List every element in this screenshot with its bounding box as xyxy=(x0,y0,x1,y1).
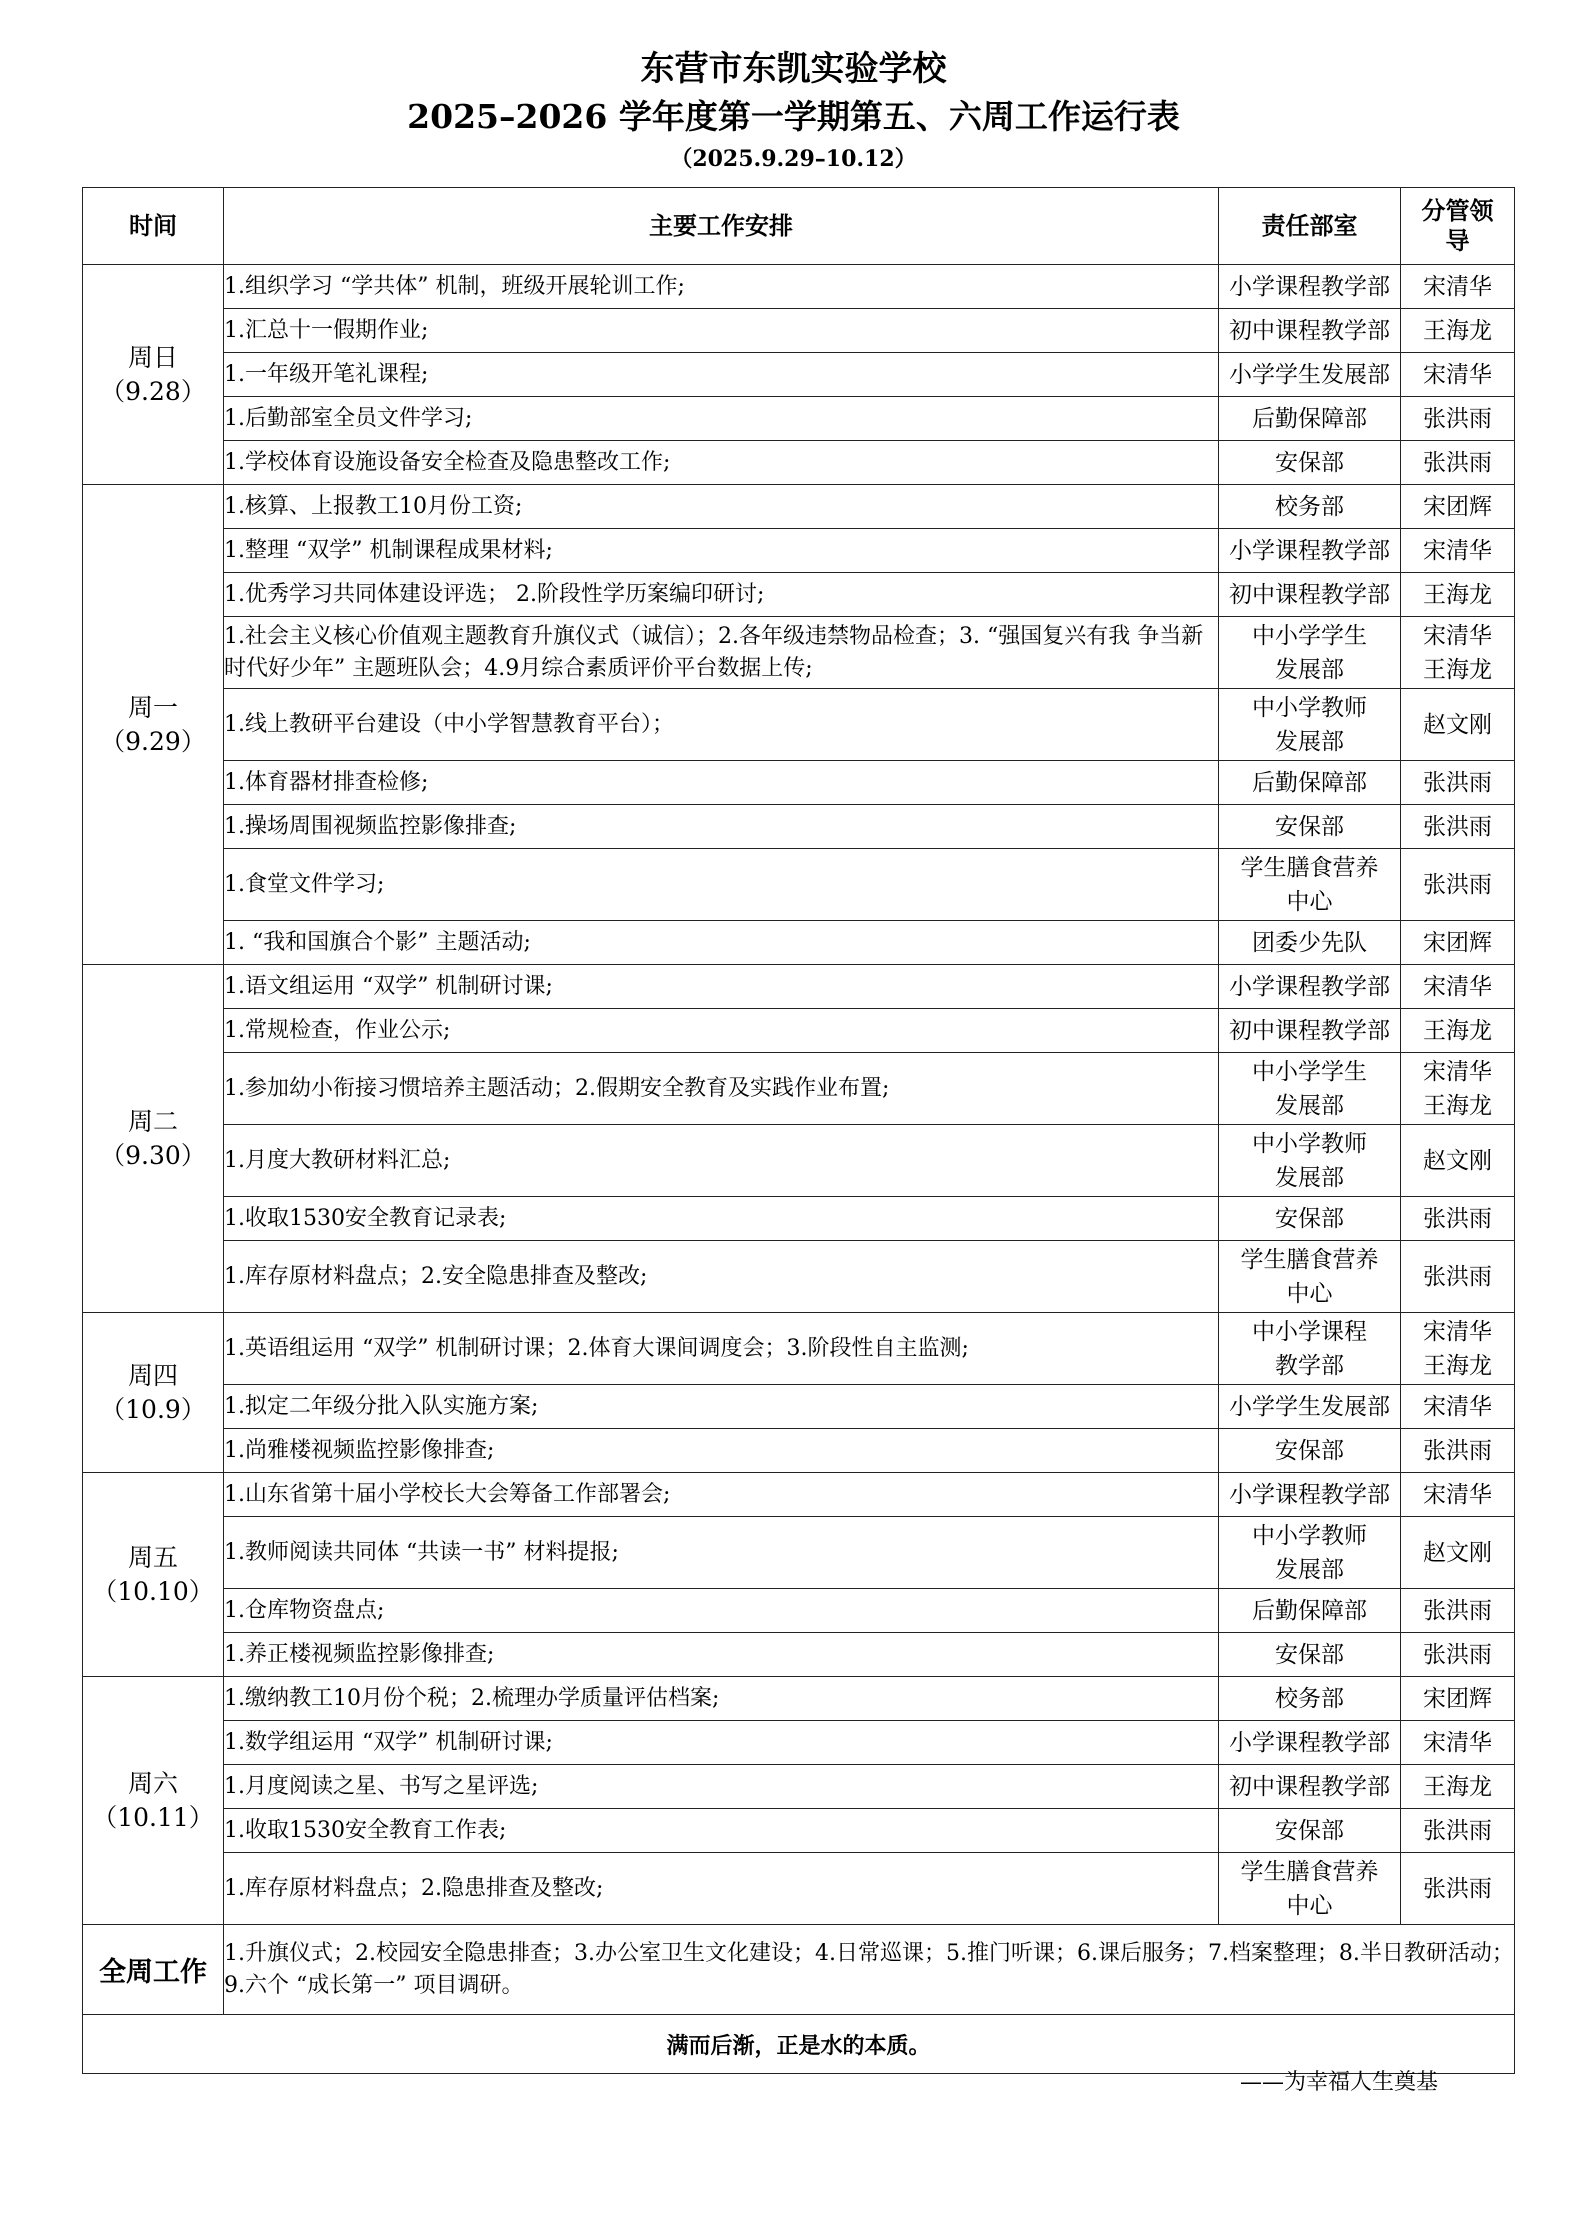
day-label: 周一 xyxy=(127,692,178,722)
leader-line: 赵文刚 xyxy=(1423,1539,1492,1566)
motto-text: 满而后渐，正是水的本质。 xyxy=(83,2015,1515,2074)
leader-cell xyxy=(1401,309,1515,353)
task-cell: 1.社会主义核心价值观主题教育升旗仪式（诚信）；2.各年级违禁物品检查；3. “强国复兴有我 争当新时代好少年” 主题班队会；4.9月综合素质评价平台数据上传; xyxy=(224,617,1219,689)
footer-slogan: ——为幸福人生奠基 xyxy=(1240,2070,1439,2095)
leader-cell xyxy=(1401,529,1515,573)
leader-line: 王海龙 xyxy=(1423,1773,1492,1800)
dept-cell xyxy=(1219,573,1401,617)
leader-line: 宋清华 xyxy=(1423,361,1492,388)
table-row xyxy=(83,689,1515,761)
motto-row xyxy=(83,2015,1515,2074)
dept-line: 发展部 xyxy=(1275,728,1344,755)
leader-line: 张洪雨 xyxy=(1423,813,1492,840)
task-cell: 1.收取1530安全教育记录表; xyxy=(224,1197,1219,1241)
leader-cell xyxy=(1401,849,1515,921)
leader-cell xyxy=(1401,1125,1515,1197)
table-row xyxy=(83,1677,1515,1721)
leader-cell xyxy=(1401,353,1515,397)
day-label: 周五 xyxy=(127,1542,178,1572)
leader-line: 宋清华 xyxy=(1423,1318,1492,1345)
page-title: 2025–2026 学年度第一学期第五、六周工作运行表 xyxy=(407,97,1180,136)
col-header-time: 时间 xyxy=(83,188,224,265)
table-row xyxy=(83,1385,1515,1429)
dept-line: 后勤保障部 xyxy=(1252,1597,1367,1624)
leader-cell xyxy=(1401,1473,1515,1517)
school-name: 东营市东凯实验学校 xyxy=(640,49,947,89)
table-row xyxy=(83,265,1515,309)
dept-line: 小学课程教学部 xyxy=(1229,973,1390,1000)
leader-cell xyxy=(1401,1677,1515,1721)
leader-line: 张洪雨 xyxy=(1423,1875,1492,1902)
dept-line: 中小学课程 xyxy=(1252,1318,1367,1345)
leader-line: 张洪雨 xyxy=(1423,1205,1492,1232)
dept-line: 安保部 xyxy=(1275,1205,1344,1232)
dept-cell xyxy=(1219,1197,1401,1241)
day-date: （9.29） xyxy=(100,726,206,756)
table-row xyxy=(83,1633,1515,1677)
dept-line: 小学课程教学部 xyxy=(1229,1729,1390,1756)
dept-line: 小学课程教学部 xyxy=(1229,537,1390,564)
task-cell: 1.缴纳教工10月份个税；2.梳理办学质量评估档案; xyxy=(224,1677,1219,1721)
table-row xyxy=(83,353,1515,397)
task-cell: 1.山东省第十届小学校长大会筹备工作部署会; xyxy=(224,1473,1219,1517)
dept-line: 教学部 xyxy=(1275,1352,1344,1379)
dept-line: 小学学生发展部 xyxy=(1229,1393,1390,1420)
table-row xyxy=(83,397,1515,441)
dept-cell xyxy=(1219,1765,1401,1809)
leader-cell xyxy=(1401,921,1515,965)
leader-cell xyxy=(1401,1633,1515,1677)
table-row xyxy=(83,805,1515,849)
col-header-tasks: 主要工作安排 xyxy=(224,188,1219,265)
leader-cell xyxy=(1401,1589,1515,1633)
leader-cell xyxy=(1401,1517,1515,1589)
dept-line: 校务部 xyxy=(1275,1685,1344,1712)
dept-cell xyxy=(1219,1125,1401,1197)
dept-line: 小学课程教学部 xyxy=(1229,1481,1390,1508)
dept-cell xyxy=(1219,353,1401,397)
leader-cell xyxy=(1401,1009,1515,1053)
table-row xyxy=(83,761,1515,805)
dept-line: 中小学学生 xyxy=(1252,622,1367,649)
dept-line: 中小学教师 xyxy=(1252,694,1367,721)
dept-cell xyxy=(1219,485,1401,529)
dept-line: 安保部 xyxy=(1275,1437,1344,1464)
dept-cell xyxy=(1219,1677,1401,1721)
date-range: （2025.9.29–10.12） xyxy=(670,146,917,172)
leader-cell xyxy=(1401,617,1515,689)
dept-line: 安保部 xyxy=(1275,813,1344,840)
leader-cell xyxy=(1401,1313,1515,1385)
dept-line: 后勤保障部 xyxy=(1252,769,1367,796)
table-header-row xyxy=(83,188,1515,265)
dept-line: 小学课程教学部 xyxy=(1229,273,1390,300)
leader-cell xyxy=(1401,1809,1515,1853)
day-label: 周四 xyxy=(127,1360,178,1390)
task-cell: 1.教师阅读共同体 “共读一书” 材料提报; xyxy=(224,1517,1219,1589)
col-header-leader: 分管领导 xyxy=(1401,188,1515,265)
leader-cell xyxy=(1401,689,1515,761)
leader-cell xyxy=(1401,485,1515,529)
dept-line: 中小学教师 xyxy=(1252,1522,1367,1549)
table-row xyxy=(83,1009,1515,1053)
dept-cell xyxy=(1219,1721,1401,1765)
task-cell: 1.英语组运用 “双学” 机制研讨课；2.体育大课间调度会；3.阶段性自主监测; xyxy=(224,1313,1219,1385)
dept-cell xyxy=(1219,1385,1401,1429)
day-cell xyxy=(83,1677,224,1925)
leader-line: 宋清华 xyxy=(1423,273,1492,300)
leader-line: 张洪雨 xyxy=(1423,1263,1492,1290)
task-cell: 1.语文组运用 “双学” 机制研讨课; xyxy=(224,965,1219,1009)
table-row xyxy=(83,1241,1515,1313)
table-row xyxy=(83,1517,1515,1589)
day-cell xyxy=(83,1313,224,1473)
task-cell: 1.核算、上报教工10月份工资; xyxy=(224,485,1219,529)
leader-line: 张洪雨 xyxy=(1423,1641,1492,1668)
dept-cell xyxy=(1219,397,1401,441)
dept-cell xyxy=(1219,1429,1401,1473)
task-cell: 1.一年级开笔礼课程; xyxy=(224,353,1219,397)
leader-line: 张洪雨 xyxy=(1423,1817,1492,1844)
dept-cell xyxy=(1219,1633,1401,1677)
leader-line: 王海龙 xyxy=(1423,581,1492,608)
leader-line: 赵文刚 xyxy=(1423,711,1492,738)
dept-line: 发展部 xyxy=(1275,1164,1344,1191)
table-row xyxy=(83,573,1515,617)
dept-cell xyxy=(1219,1853,1401,1925)
task-cell: 1.汇总十一假期作业; xyxy=(224,309,1219,353)
week-work-label: 全周工作 xyxy=(83,1925,224,2015)
dept-line: 中小学教师 xyxy=(1252,1130,1367,1157)
leader-line: 王海龙 xyxy=(1423,1092,1492,1119)
dept-line: 小学学生发展部 xyxy=(1229,361,1390,388)
leader-cell xyxy=(1401,1053,1515,1125)
table-row xyxy=(83,1809,1515,1853)
leader-cell xyxy=(1401,441,1515,485)
task-cell: 1.操场周围视频监控影像排查; xyxy=(224,805,1219,849)
schedule-table xyxy=(82,187,1515,2074)
leader-line: 张洪雨 xyxy=(1423,769,1492,796)
dept-cell xyxy=(1219,265,1401,309)
task-cell: 1.养正楼视频监控影像排查; xyxy=(224,1633,1219,1677)
leader-cell xyxy=(1401,1429,1515,1473)
table-row xyxy=(83,1125,1515,1197)
leader-cell xyxy=(1401,1241,1515,1313)
task-cell: 1.尚雅楼视频监控影像排查; xyxy=(224,1429,1219,1473)
dept-line: 团委少先队 xyxy=(1252,929,1367,956)
table-row xyxy=(83,441,1515,485)
task-cell: 1.收取1530安全教育工作表; xyxy=(224,1809,1219,1853)
leader-line: 王海龙 xyxy=(1423,656,1492,683)
dept-line: 发展部 xyxy=(1275,1092,1344,1119)
leader-line: 张洪雨 xyxy=(1423,871,1492,898)
table-row xyxy=(83,849,1515,921)
leader-line: 张洪雨 xyxy=(1423,449,1492,476)
dept-cell xyxy=(1219,849,1401,921)
table-row xyxy=(83,617,1515,689)
dept-line: 校务部 xyxy=(1275,493,1344,520)
day-cell xyxy=(83,265,224,485)
day-date: （9.30） xyxy=(100,1140,206,1170)
leader-line: 赵文刚 xyxy=(1423,1147,1492,1174)
task-cell: 1. “我和国旗合个影” 主题活动; xyxy=(224,921,1219,965)
dept-line: 安保部 xyxy=(1275,1641,1344,1668)
dept-cell xyxy=(1219,1589,1401,1633)
task-cell: 1.体育器材排查检修; xyxy=(224,761,1219,805)
dept-cell xyxy=(1219,617,1401,689)
leader-line: 宋清华 xyxy=(1423,1729,1492,1756)
schedule-body xyxy=(83,265,1515,2074)
table-row xyxy=(83,921,1515,965)
dept-cell xyxy=(1219,309,1401,353)
task-cell: 1.优秀学习共同体建设评选； 2.阶段性学历案编印研讨; xyxy=(224,573,1219,617)
dept-cell xyxy=(1219,1809,1401,1853)
task-cell: 1.月度大教研材料汇总; xyxy=(224,1125,1219,1197)
dept-cell xyxy=(1219,689,1401,761)
dept-line: 中心 xyxy=(1286,1892,1333,1919)
day-label: 周二 xyxy=(127,1106,178,1136)
table-row xyxy=(83,529,1515,573)
dept-cell xyxy=(1219,1517,1401,1589)
dept-line: 中小学学生 xyxy=(1252,1058,1367,1085)
dept-line: 安保部 xyxy=(1275,1817,1344,1844)
dept-cell xyxy=(1219,1473,1401,1517)
leader-line: 宋团辉 xyxy=(1423,1685,1492,1712)
table-row xyxy=(83,485,1515,529)
day-cell xyxy=(83,965,224,1313)
task-cell: 1.参加幼小衔接习惯培养主题活动；2.假期安全教育及实践作业布置; xyxy=(224,1053,1219,1125)
dept-line: 中心 xyxy=(1286,1280,1333,1307)
table-row xyxy=(83,1853,1515,1925)
leader-line: 王海龙 xyxy=(1423,1352,1492,1379)
day-date: （9.28） xyxy=(100,376,206,406)
dept-line: 初中课程教学部 xyxy=(1229,317,1390,344)
leader-line: 宋清华 xyxy=(1423,1393,1492,1420)
dept-cell xyxy=(1219,1313,1401,1385)
leader-cell xyxy=(1401,397,1515,441)
day-label: 周六 xyxy=(127,1768,178,1798)
table-row xyxy=(83,965,1515,1009)
task-cell: 1.线上教研平台建设（中小学智慧教育平台）； xyxy=(224,689,1219,761)
dept-cell xyxy=(1219,1053,1401,1125)
dept-cell xyxy=(1219,761,1401,805)
table-row xyxy=(83,1721,1515,1765)
leader-line: 张洪雨 xyxy=(1423,1437,1492,1464)
table-row xyxy=(83,1589,1515,1633)
leader-line: 王海龙 xyxy=(1423,1017,1492,1044)
task-cell: 1.后勤部室全员文件学习; xyxy=(224,397,1219,441)
task-cell: 1.库存原材料盘点；2.安全隐患排查及整改; xyxy=(224,1241,1219,1313)
dept-cell xyxy=(1219,529,1401,573)
dept-cell xyxy=(1219,965,1401,1009)
dept-cell xyxy=(1219,1241,1401,1313)
leader-line: 宋团辉 xyxy=(1423,493,1492,520)
dept-line: 后勤保障部 xyxy=(1252,405,1367,432)
task-cell: 1.组织学习 “学共体” 机制，班级开展轮训工作; xyxy=(224,265,1219,309)
task-cell: 1.食堂文件学习; xyxy=(224,849,1219,921)
table-row xyxy=(83,1053,1515,1125)
dept-line: 中心 xyxy=(1286,888,1333,915)
dept-line: 发展部 xyxy=(1275,656,1344,683)
dept-line: 学生膳食营养 xyxy=(1240,1858,1379,1885)
leader-line: 宋团辉 xyxy=(1423,929,1492,956)
task-cell: 1.数学组运用 “双学” 机制研讨课; xyxy=(224,1721,1219,1765)
day-cell xyxy=(83,485,224,965)
leader-line: 宋清华 xyxy=(1423,973,1492,1000)
leader-cell xyxy=(1401,1385,1515,1429)
leader-line: 宋清华 xyxy=(1423,1058,1492,1085)
table-row xyxy=(83,309,1515,353)
dept-line: 学生膳食营养 xyxy=(1240,1246,1379,1273)
leader-cell xyxy=(1401,805,1515,849)
leader-line: 张洪雨 xyxy=(1423,1597,1492,1624)
leader-cell xyxy=(1401,761,1515,805)
week-work-text: 1.升旗仪式；2.校园安全隐患排查；3.办公室卫生文化建设；4.日常巡课；5.推门听课；6.课后服务；7.档案整理；8.半日教研活动；9.六个 “成长第一” 项目调研。 xyxy=(224,1925,1515,2015)
day-date: （10.9） xyxy=(100,1394,206,1424)
task-cell: 1.仓库物资盘点; xyxy=(224,1589,1219,1633)
table-row xyxy=(83,1313,1515,1385)
task-cell: 1.常规检查，作业公示; xyxy=(224,1009,1219,1053)
leader-line: 张洪雨 xyxy=(1423,405,1492,432)
dept-line: 发展部 xyxy=(1275,1556,1344,1583)
leader-cell xyxy=(1401,1721,1515,1765)
dept-cell xyxy=(1219,921,1401,965)
task-cell: 1.学校体育设施设备安全检查及隐患整改工作; xyxy=(224,441,1219,485)
leader-line: 宋清华 xyxy=(1423,622,1492,649)
task-cell: 1.整理 “双学” 机制课程成果材料; xyxy=(224,529,1219,573)
dept-line: 初中课程教学部 xyxy=(1229,1773,1390,1800)
dept-line: 安保部 xyxy=(1275,449,1344,476)
dept-line: 初中课程教学部 xyxy=(1229,1017,1390,1044)
dept-cell xyxy=(1219,1009,1401,1053)
leader-line: 宋清华 xyxy=(1423,537,1492,564)
table-row xyxy=(83,1197,1515,1241)
table-row xyxy=(83,1765,1515,1809)
leader-cell xyxy=(1401,965,1515,1009)
task-cell: 1.拟定二年级分批入队实施方案; xyxy=(224,1385,1219,1429)
dept-cell xyxy=(1219,441,1401,485)
day-date: （10.10） xyxy=(92,1576,214,1606)
leader-cell xyxy=(1401,1197,1515,1241)
dept-line: 学生膳食营养 xyxy=(1240,854,1379,881)
task-cell: 1.月度阅读之星、书写之星评选; xyxy=(224,1765,1219,1809)
table-row xyxy=(83,1473,1515,1517)
day-cell xyxy=(83,1473,224,1677)
leader-line: 宋清华 xyxy=(1423,1481,1492,1508)
table-row xyxy=(83,1429,1515,1473)
dept-cell xyxy=(1219,805,1401,849)
col-header-dept: 责任部室 xyxy=(1219,188,1401,265)
week-work-row xyxy=(83,1925,1515,2015)
leader-cell xyxy=(1401,1765,1515,1809)
leader-cell xyxy=(1401,573,1515,617)
task-cell: 1.库存原材料盘点；2.隐患排查及整改; xyxy=(224,1853,1219,1925)
day-date: （10.11） xyxy=(92,1802,214,1832)
dept-line: 初中课程教学部 xyxy=(1229,581,1390,608)
day-label: 周日 xyxy=(127,342,178,372)
leader-cell xyxy=(1401,265,1515,309)
leader-line: 王海龙 xyxy=(1423,317,1492,344)
leader-cell xyxy=(1401,1853,1515,1925)
